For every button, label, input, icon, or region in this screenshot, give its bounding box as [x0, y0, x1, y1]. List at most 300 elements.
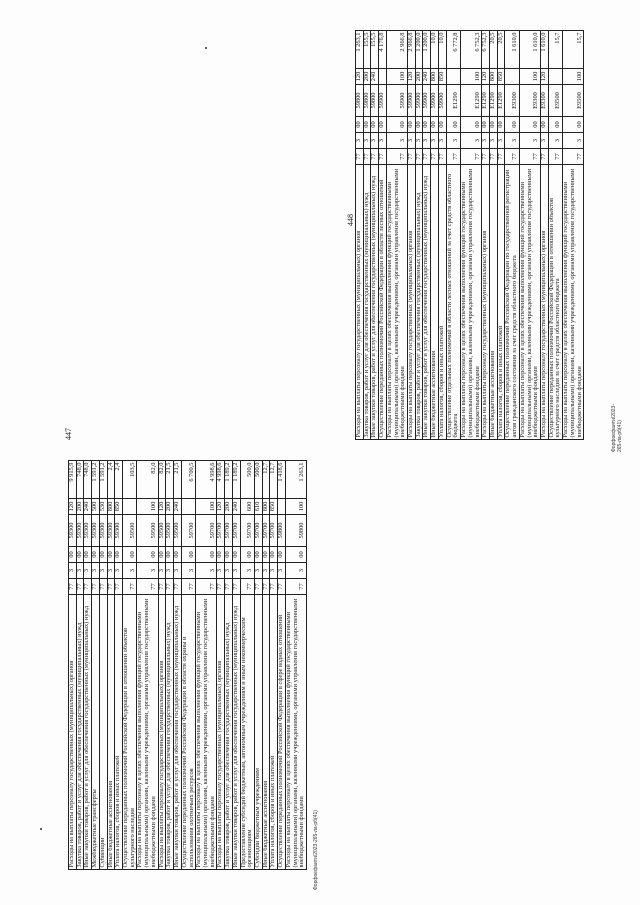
row-name-cell: Расходы на выплаты персоналу в целях обеспечения выполнения функций государственными (муниципальными) органами, казенными учреждениями, органами управления государственными внебюджетными фондами — [285, 595, 306, 870]
row-code-cell: 77 — [363, 149, 371, 165]
row-sub2-cell: 00 — [489, 117, 497, 133]
row-sub2-cell: 00 — [423, 117, 431, 133]
table-row — [181, 461, 195, 870]
table-row — [92, 461, 100, 870]
row-code-cell: 77 — [240, 579, 254, 595]
row-expense-type-cell: 530 — [99, 499, 107, 515]
row-code-cell: 77 — [254, 579, 262, 595]
row-name-cell: Осуществление переданных полномочий Российской Федерации в отношении объектов культурного наследия — [123, 595, 137, 870]
table-row — [99, 461, 107, 870]
row-name-cell: Иные закупки товаров, работ и услуг для обеспечения государственных (муниципальных) нужд — [84, 595, 92, 870]
row-target-code-cell: Е9300 — [540, 85, 548, 117]
row-amount-cell: 1 263,1 — [356, 31, 364, 69]
page-number-right: 448 — [346, 214, 355, 226]
row-target-code-cell: 59700 — [262, 515, 270, 547]
row-amount-cell: 155,5 — [363, 31, 371, 69]
row-code-cell: 77 — [540, 149, 548, 165]
row-name-cell: Расходы на выплаты персоналу в целях обеспечения выполнения функций государственными (муниципальными) органами, казенными учреждениями, органами управления государственными внебюджетными фондами — [519, 165, 540, 440]
row-expense-type-cell: 240 — [84, 499, 92, 515]
row-target-code-cell: Е9500 — [548, 85, 562, 117]
row-expense-type-cell: 120 — [408, 69, 416, 85]
row-name-cell: Расходы на выплаты персоналу государственных (муниципальных) органов — [217, 595, 225, 870]
row-name-cell: Иные бюджетные ассигнования — [107, 595, 115, 870]
row-amount-cell: 15,7 — [563, 31, 584, 69]
row-amount-cell: 2 966,8 — [408, 31, 416, 69]
row-sub1-cell: 3 — [99, 563, 107, 579]
row-name-cell: Расходы на выплаты персоналу государственных (муниципальных) органов — [158, 595, 166, 870]
row-expense-type-cell: 240 — [371, 69, 379, 85]
row-target-code-cell: 59700 — [217, 515, 225, 547]
row-target-code-cell: 59300 — [115, 515, 123, 547]
scan-speck — [205, 47, 207, 49]
row-expense-type-cell: 800 — [489, 69, 497, 85]
row-sub2-cell: 00 — [270, 547, 278, 563]
row-amount-cell: 82,0 — [158, 461, 166, 499]
row-name-cell: Закупка товаров, работ и услуг для обеспечения государственных (муниципальных) нужд — [225, 595, 233, 870]
row-sub1-cell: 3 — [386, 133, 407, 149]
row-code-cell: 77 — [446, 149, 460, 165]
row-amount-cell: 748,0 — [84, 461, 92, 499]
row-name-cell: Субвенции — [99, 595, 107, 870]
row-sub2-cell: 00 — [505, 117, 519, 133]
row-code-cell: 77 — [76, 579, 84, 595]
row-sub1-cell: 3 — [123, 563, 137, 579]
row-code-cell: 77 — [217, 579, 225, 595]
row-code-cell: 77 — [232, 579, 240, 595]
row-target-code-cell: 59800 — [363, 85, 371, 117]
row-name-cell: Закупка товаров, работ и услуг для обеспечения государственных (муниципальных) нужд — [415, 165, 423, 440]
row-sub1-cell: 3 — [84, 563, 92, 579]
row-target-code-cell: 59700 — [232, 515, 240, 547]
row-sub2-cell: 00 — [69, 547, 77, 563]
row-sub1-cell: 3 — [505, 133, 519, 149]
row-sub1-cell: 3 — [285, 563, 306, 579]
row-name-cell: Расходы на выплаты персоналу в целях обеспечения выполнения функций государственными (муниципальными) органами, казенными учреждениями, органами управления государственными внебюджетными фондами — [461, 165, 482, 440]
row-name-cell: Межбюджетные трансферты — [92, 595, 100, 870]
row-amount-cell: 20,5 — [497, 31, 505, 69]
row-sub2-cell: 00 — [99, 547, 107, 563]
row-sub1-cell: 3 — [225, 563, 233, 579]
row-target-code-cell: Е9300 — [519, 85, 540, 117]
row-amount-cell: 1 189,2 — [225, 461, 233, 499]
row-amount-cell: 1 610,0 — [505, 31, 519, 69]
row-target-code-cell: 59900 — [379, 85, 387, 117]
row-name-cell: Расходы на выплаты персоналу в целях обеспечения выполнения функций государственными (муниципальными) органами, казенными учреждениями, органами управления государственными внебюджетными фондами — [563, 165, 584, 440]
row-code-cell: 77 — [123, 579, 137, 595]
row-expense-type-cell — [278, 499, 286, 515]
row-sub2-cell: 00 — [519, 117, 540, 133]
row-expense-type-cell: 600 — [240, 499, 254, 515]
row-sub2-cell: 00 — [137, 547, 158, 563]
row-sub1-cell: 3 — [489, 133, 497, 149]
row-name-cell: Иные закупки товаров, работ и услуг для обеспечения государственных (муниципальных) нужд — [423, 165, 431, 440]
row-amount-cell: 1 591,2 — [99, 461, 107, 499]
row-sub1-cell: 3 — [379, 133, 387, 149]
row-name-cell: Закупка товаров, работ и услуг для обеспечения государственных (муниципальных) нужд — [166, 595, 174, 870]
row-target-code-cell: 59300 — [99, 515, 107, 547]
row-code-cell: 77 — [99, 579, 107, 595]
row-target-code-cell: 59300 — [84, 515, 92, 547]
row-amount-cell: 12,7 — [262, 461, 270, 499]
row-expense-type-cell: 800 — [107, 499, 115, 515]
row-amount-cell: 6 752,3 — [482, 31, 490, 69]
row-amount-cell: 21,5 — [174, 461, 182, 499]
table-row — [563, 31, 584, 440]
row-sub1-cell: 3 — [482, 133, 490, 149]
row-name-cell: Расходы на выплаты персоналу государственных (муниципальных) органов — [408, 165, 416, 440]
row-sub1-cell: 3 — [174, 563, 182, 579]
row-sub2-cell: 00 — [254, 547, 262, 563]
row-name-cell: Субсидии бюджетным учреждениям — [254, 595, 262, 870]
row-code-cell: 77 — [563, 149, 584, 165]
row-sub1-cell: 3 — [270, 563, 278, 579]
row-target-code-cell: Е1290 — [461, 85, 482, 117]
row-target-code-cell: 59700 — [240, 515, 254, 547]
row-code-cell: 77 — [408, 149, 416, 165]
row-sub1-cell: 3 — [540, 133, 548, 149]
row-sub1-cell: 3 — [196, 563, 217, 579]
row-target-code-cell: 59900 — [423, 85, 431, 117]
row-target-code-cell: 59700 — [225, 515, 233, 547]
row-sub1-cell: 3 — [115, 563, 123, 579]
row-sub1-cell: 3 — [408, 133, 416, 149]
row-name-cell: Расходы на выплаты персоналу государственных (муниципальных) органов — [540, 165, 548, 440]
row-sub2-cell: 00 — [548, 117, 562, 133]
row-target-code-cell: Е1290 — [482, 85, 490, 117]
row-sub2-cell: 00 — [225, 547, 233, 563]
budget-table-right — [355, 30, 615, 440]
row-sub2-cell: 00 — [438, 117, 446, 133]
row-name-cell: Расходы на выплаты персоналу государственных (муниципальных) органов — [482, 165, 490, 440]
row-expense-type-cell: 800 — [431, 69, 439, 85]
row-amount-cell: 2 966,8 — [386, 31, 407, 69]
row-sub2-cell: 00 — [174, 547, 182, 563]
row-target-code-cell: 59700 — [254, 515, 262, 547]
row-target-code-cell: 59300 — [92, 515, 100, 547]
row-sub2-cell: 00 — [76, 547, 84, 563]
budget-table-left — [68, 460, 308, 870]
row-sub2-cell: 00 — [431, 117, 439, 133]
row-name-cell: Иные бюджетные ассигнования — [262, 595, 270, 870]
row-expense-type-cell: 240 — [232, 499, 240, 515]
row-expense-type-cell: 120 — [217, 499, 225, 515]
row-expense-type-cell — [446, 69, 460, 85]
row-amount-cell: 2,4 — [107, 461, 115, 499]
row-amount-cell: 6 700,5 — [181, 461, 195, 499]
row-amount-cell: 155,5 — [371, 31, 379, 69]
row-sub1-cell: 3 — [76, 563, 84, 579]
row-code-cell: 77 — [84, 579, 92, 595]
row-sub1-cell: 3 — [92, 563, 100, 579]
row-name-cell: Расходы на выплаты персоналу государственных (муниципальных) органов — [356, 165, 364, 440]
row-sub2-cell: 00 — [386, 117, 407, 133]
row-sub2-cell: 00 — [232, 547, 240, 563]
row-amount-cell: 9 915,9 — [69, 461, 77, 499]
row-amount-cell: 2,4 — [115, 461, 123, 499]
row-amount-cell: 20,5 — [489, 31, 497, 69]
row-sub1-cell: 3 — [371, 133, 379, 149]
row-name-cell: Расходы на выплаты персоналу в целях обеспечения выполнения функций государственными (муниципальными) органами, казенными учреждениями, органами управления государственными внебюджетными фондами — [386, 165, 407, 440]
row-name-cell: Осуществление переданных полномочий Российской Федерации в области лесных отношений — [379, 165, 387, 440]
row-code-cell: 77 — [489, 149, 497, 165]
row-target-code-cell: 59800 — [285, 515, 306, 547]
row-sub1-cell: 3 — [415, 133, 423, 149]
row-sub1-cell: 3 — [69, 563, 77, 579]
row-name-cell: Осуществление переданных полномочий Российской Федерации в области охраны и использования охотничьих ресурсов — [181, 595, 195, 870]
table-row — [461, 31, 482, 440]
row-sub1-cell: 3 — [254, 563, 262, 579]
row-code-cell: 77 — [92, 579, 100, 595]
row-target-code-cell: Е9500 — [563, 85, 584, 117]
row-code-cell: 77 — [181, 579, 195, 595]
row-expense-type-cell: 100 — [386, 69, 407, 85]
row-code-cell: 77 — [270, 579, 278, 595]
row-name-cell: Закупка товаров, работ и услуг для обеспечения государственных (муниципальных) нужд — [363, 165, 371, 440]
row-name-cell: Осуществление переданных полномочий Российской Федерации в сфере водных отношений — [278, 595, 286, 870]
row-target-code-cell: 59900 — [438, 85, 446, 117]
page-footer-left: Форфоефаити/2023-265-ла-рб(41) — [313, 810, 319, 890]
row-expense-type-cell — [548, 69, 562, 85]
row-target-code-cell: 59900 — [386, 85, 407, 117]
row-amount-cell: 1 610,0 — [519, 31, 540, 69]
table-row — [519, 31, 540, 440]
row-name-cell: Расходы на выплаты персоналу в целях обеспечения выполнения функций государственными (муниципальными) органами, казенными учреждениями, органами управления государственными внебюджетными фондами — [137, 595, 158, 870]
row-target-code-cell: 59800 — [356, 85, 364, 117]
row-name-cell: Уплата налогов, сборов и иных платежей — [270, 595, 278, 870]
row-name-cell: Иные бюджетные ассигнования — [431, 165, 439, 440]
row-sub2-cell: 00 — [415, 117, 423, 133]
row-code-cell: 77 — [69, 579, 77, 595]
row-amount-cell: 500,0 — [254, 461, 262, 499]
row-expense-type-cell: 500 — [92, 499, 100, 515]
row-expense-type-cell: 120 — [540, 69, 548, 85]
row-expense-type-cell — [505, 69, 519, 85]
row-sub1-cell: 3 — [563, 133, 584, 149]
row-sub1-cell: 3 — [232, 563, 240, 579]
row-sub2-cell: 00 — [461, 117, 482, 133]
row-expense-type-cell: 120 — [158, 499, 166, 515]
row-amount-cell: 6 772,8 — [446, 31, 460, 69]
row-sub2-cell: 00 — [363, 117, 371, 133]
row-target-code-cell: 59700 — [196, 515, 217, 547]
row-amount-cell: 748,0 — [76, 461, 84, 499]
row-name-cell: Осуществление отдельных полномочий в области лесных отношений за счет средств областного бюджета — [446, 165, 460, 440]
row-amount-cell: 1 610,0 — [540, 31, 548, 69]
row-sub2-cell: 00 — [115, 547, 123, 563]
row-name-cell: Расходы на выплаты персоналу государственных (муниципальных) органов — [69, 595, 77, 870]
row-target-code-cell: 59900 — [415, 85, 423, 117]
scan-speck — [40, 828, 42, 830]
row-expense-type-cell: 100 — [137, 499, 158, 515]
row-code-cell: 77 — [505, 149, 519, 165]
row-expense-type-cell — [181, 499, 195, 515]
row-sub2-cell: 00 — [240, 547, 254, 563]
row-amount-cell: 103,5 — [123, 461, 137, 499]
row-target-code-cell: 59500 — [123, 515, 137, 547]
row-sub2-cell: 00 — [217, 547, 225, 563]
row-name-cell: Уплата налогов, сборов и иных платежей — [438, 165, 446, 440]
row-name-cell: Иные бюджетные ассигнования — [489, 165, 497, 440]
row-sub2-cell: 00 — [408, 117, 416, 133]
row-code-cell: 77 — [174, 579, 182, 595]
table-row — [123, 461, 137, 870]
row-target-code-cell: Е1290 — [497, 85, 505, 117]
row-sub2-cell: 00 — [196, 547, 217, 563]
row-sub1-cell: 3 — [107, 563, 115, 579]
row-code-cell: 77 — [166, 579, 174, 595]
row-expense-type-cell: 120 — [69, 499, 77, 515]
row-expense-type-cell: 200 — [76, 499, 84, 515]
page-footer-right: Форфоефаити/2023-265-ла-рб(41) — [611, 404, 623, 452]
row-expense-type-cell: 240 — [174, 499, 182, 515]
row-amount-cell: 1 591,2 — [92, 461, 100, 499]
row-code-cell: 77 — [356, 149, 364, 165]
row-amount-cell: 10,0 — [431, 31, 439, 69]
row-sub1-cell: 3 — [431, 133, 439, 149]
row-code-cell: 77 — [482, 149, 490, 165]
row-sub1-cell: 3 — [181, 563, 195, 579]
row-sub1-cell: 3 — [363, 133, 371, 149]
row-amount-cell: 6 752,3 — [461, 31, 482, 69]
table-row — [196, 461, 217, 870]
row-code-cell: 77 — [285, 579, 306, 595]
table-row — [446, 31, 460, 440]
row-amount-cell: 1 189,2 — [232, 461, 240, 499]
row-sub2-cell: 00 — [166, 547, 174, 563]
table-row — [386, 31, 407, 440]
row-amount-cell: 1 418,6 — [278, 461, 286, 499]
row-code-cell: 77 — [137, 579, 158, 595]
row-expense-type-cell: 100 — [461, 69, 482, 85]
row-expense-type-cell: 850 — [438, 69, 446, 85]
row-target-code-cell: 59900 — [408, 85, 416, 117]
row-sub2-cell: 00 — [371, 117, 379, 133]
row-code-cell: 77 — [225, 579, 233, 595]
row-sub1-cell: 3 — [240, 563, 254, 579]
row-code-cell: 77 — [262, 579, 270, 595]
row-sub2-cell: 00 — [497, 117, 505, 133]
row-sub2-cell: 00 — [262, 547, 270, 563]
row-expense-type-cell: 200 — [415, 69, 423, 85]
row-expense-type-cell: 850 — [115, 499, 123, 515]
row-sub2-cell: 00 — [563, 117, 584, 133]
row-code-cell: 77 — [196, 579, 217, 595]
table-row — [137, 461, 158, 870]
row-sub1-cell: 3 — [137, 563, 158, 579]
row-code-cell: 77 — [519, 149, 540, 165]
row-expense-type-cell: 200 — [363, 69, 371, 85]
table-row — [489, 31, 497, 440]
row-amount-cell: 4 176,8 — [379, 31, 387, 69]
row-expense-type-cell: 610 — [254, 499, 262, 515]
row-name-cell: Предоставление субсидий бюджетным, автономным учреждениям и иным некоммерческим организациям — [240, 595, 254, 870]
row-name-cell: Осуществление переданных полномочий Российской Федерации в отношении объектов культурного наследия за счет средств областного бюджета — [548, 165, 562, 440]
row-expense-type-cell: 120 — [356, 69, 364, 85]
row-sub2-cell: 00 — [285, 547, 306, 563]
row-amount-cell: 21,5 — [166, 461, 174, 499]
row-sub1-cell: 3 — [278, 563, 286, 579]
row-amount-cell: 15,7 — [548, 31, 562, 69]
row-name-cell: Расходы на выплаты персоналу в целях обеспечения выполнения функций государственными (муниципальными) органами, казенными учреждениями, органами управления государственными внебюджетными фондами — [196, 595, 217, 870]
row-target-code-cell: 59800 — [371, 85, 379, 117]
row-expense-type-cell: 200 — [225, 499, 233, 515]
row-sub1-cell: 3 — [548, 133, 562, 149]
row-expense-type-cell: 100 — [563, 69, 584, 85]
row-expense-type-cell: 800 — [262, 499, 270, 515]
row-code-cell: 77 — [438, 149, 446, 165]
row-amount-cell: 4 998,6 — [196, 461, 217, 499]
row-sub2-cell: 00 — [446, 117, 460, 133]
row-sub1-cell: 3 — [461, 133, 482, 149]
row-sub2-cell: 00 — [107, 547, 115, 563]
row-sub2-cell: 00 — [482, 117, 490, 133]
row-target-code-cell: 59500 — [158, 515, 166, 547]
row-amount-cell: 1 263,1 — [285, 461, 306, 499]
row-target-code-cell: 59700 — [181, 515, 195, 547]
row-target-code-cell: 59800 — [278, 515, 286, 547]
row-code-cell: 77 — [158, 579, 166, 595]
row-target-code-cell: 59300 — [107, 515, 115, 547]
row-sub2-cell: 00 — [278, 547, 286, 563]
row-target-code-cell: 59500 — [137, 515, 158, 547]
row-amount-cell: 1 200,0 — [415, 31, 423, 69]
page-number-left: 447 — [64, 428, 73, 440]
row-sub1-cell: 3 — [158, 563, 166, 579]
row-expense-type-cell: 850 — [497, 69, 505, 85]
row-expense-type-cell: 240 — [423, 69, 431, 85]
row-amount-cell: 500,0 — [240, 461, 254, 499]
row-name-cell: Иные закупки товаров, работ и услуг для обеспечения государственных (муниципальных) нужд — [232, 595, 240, 870]
row-expense-type-cell: 850 — [270, 499, 278, 515]
row-sub1-cell: 3 — [262, 563, 270, 579]
row-sub2-cell: 00 — [379, 117, 387, 133]
table-row — [505, 31, 519, 440]
row-sub1-cell: 3 — [438, 133, 446, 149]
row-name-cell: Иные закупки товаров, работ и услуг для обеспечения государственных (муниципальных) нужд — [371, 165, 379, 440]
row-sub2-cell: 00 — [92, 547, 100, 563]
row-code-cell: 77 — [115, 579, 123, 595]
row-amount-cell: 4 998,6 — [217, 461, 225, 499]
row-sub2-cell: 00 — [123, 547, 137, 563]
row-sub1-cell: 3 — [423, 133, 431, 149]
row-amount-cell: 12,7 — [270, 461, 278, 499]
row-sub1-cell: 3 — [217, 563, 225, 579]
row-target-code-cell: 59700 — [270, 515, 278, 547]
table-row — [232, 461, 240, 870]
row-expense-type-cell — [379, 69, 387, 85]
row-code-cell: 77 — [548, 149, 562, 165]
row-sub1-cell: 3 — [446, 133, 460, 149]
row-expense-type-cell: 100 — [196, 499, 217, 515]
row-sub1-cell: 3 — [519, 133, 540, 149]
table-row — [438, 31, 446, 440]
row-target-code-cell: Е1290 — [446, 85, 460, 117]
row-amount-cell: 1 200,0 — [423, 31, 431, 69]
row-name-cell: Закупка товаров, работ и услуг для обеспечения государственных (муниципальных) нужд — [76, 595, 84, 870]
row-expense-type-cell: 120 — [482, 69, 490, 85]
row-target-code-cell: 59300 — [69, 515, 77, 547]
table-row — [285, 461, 306, 870]
row-sub2-cell: 00 — [181, 547, 195, 563]
row-code-cell: 77 — [431, 149, 439, 165]
row-target-code-cell: Е9300 — [505, 85, 519, 117]
row-sub2-cell: 00 — [540, 117, 548, 133]
row-target-code-cell: 59900 — [431, 85, 439, 117]
table-row — [240, 461, 254, 870]
row-code-cell: 77 — [371, 149, 379, 165]
row-code-cell: 77 — [107, 579, 115, 595]
row-name-cell: Уплата налогов, сборов и иных платежей — [115, 595, 123, 870]
